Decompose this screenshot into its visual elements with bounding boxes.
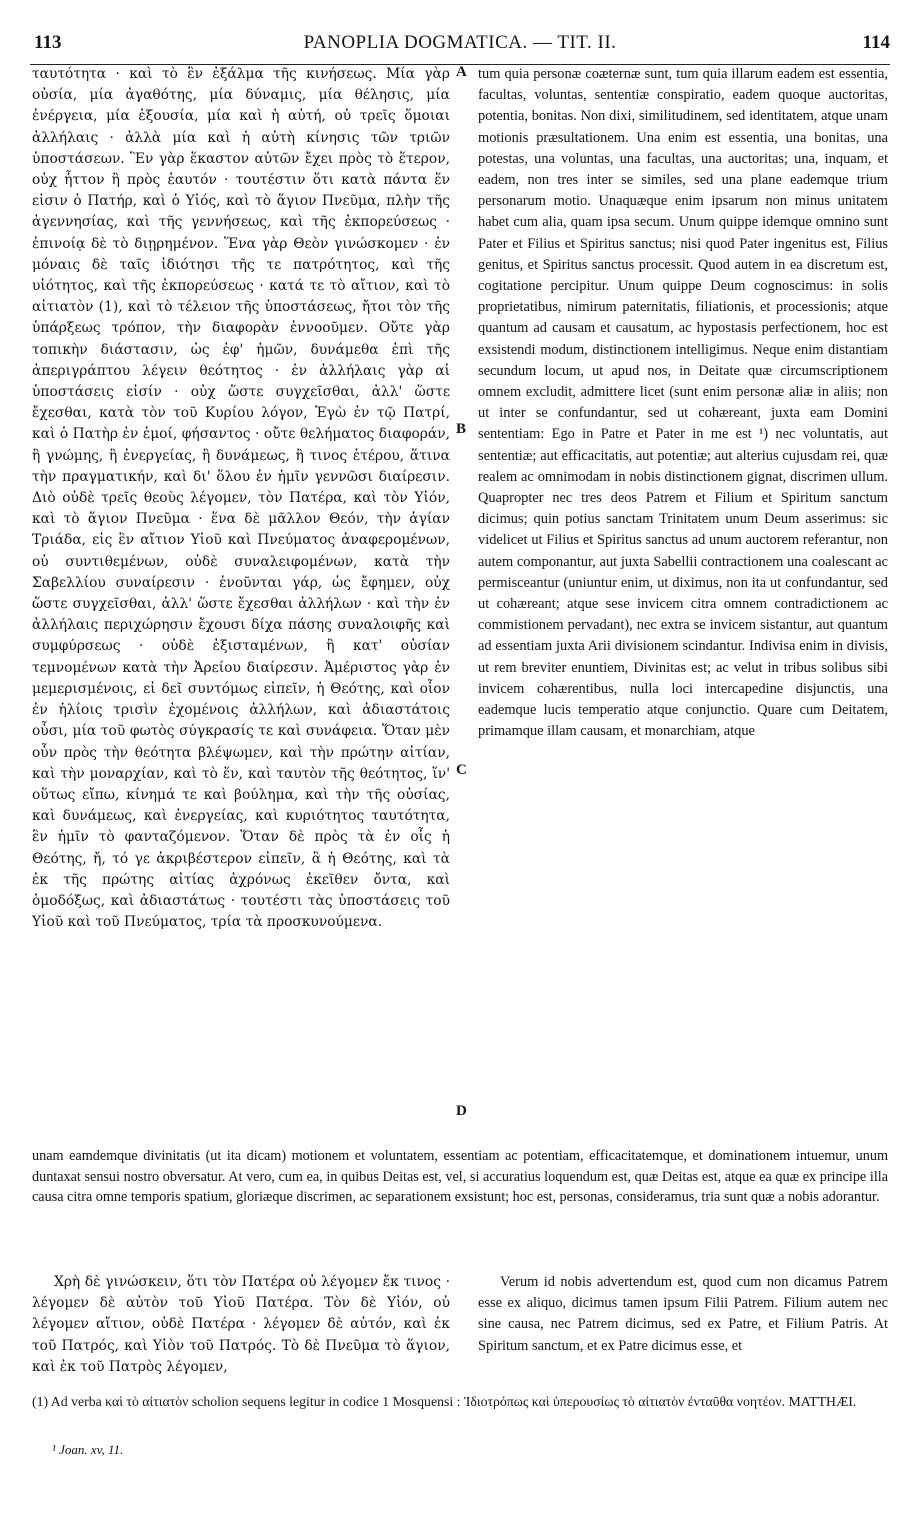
margin-mark-a: A [456, 64, 467, 80]
page-number-right: 114 [862, 32, 890, 53]
page-number-left: 113 [34, 32, 62, 53]
margin-mark-b: B [456, 421, 467, 437]
greek-column [32, 64, 450, 933]
margin-mark-c: C [456, 762, 467, 778]
latin-continuation-text: unam eamdemque divinitatis (ut ita dicam) motionem et voluntatem, essentiam ac potentiam, efficacitatemque, et dominationem intuemur, unum duntaxat sensui nostro obversatur. At vero, cum ea, in quibus Deitas est, vel, si accuratius loquendum est, quæ Deitas est, atque ea quæ ex principe illa causa citra omne temporis spatium, gloriæque discrimen, ac separationem exsistunt; hoc est, personas, consideramus, tria sunt quæ a nobis adorantur. [32, 1148, 888, 1205]
latin-continuation [32, 1146, 888, 1208]
footnote-reference: ¹ Joan. xv, 11. [52, 1442, 124, 1457]
running-title: PANOPLIA DOGMATICA. — TIT. II. [303, 32, 617, 53]
latin-text: tum quia personæ coæternæ sunt, tum quia illarum eadem est essentia, facultas, voluntas, sententiæ conspiratio, eadem quoque auctoritas, potentia, bonitas. Non dixi, similitudinem, sed identitatem, atque unam motionis præsultationem. Una enim est essentia, una bonitas, una potestas, una voluntas, una facultas, una auctoritas; una, inquam, et eadem, non tres inter se similes, sed una plane eademque trium personarum motio. Unaquæque enim ipsarum non minus unitatem habet cum alia, quam ipsa secum. Unum quippe idemque omnino sunt Pater et Filius et Spiritus sanctus; nisi quod Pater ingenitus est, Filius genitus, et Spiritus sanctus processit. Quod autem in ea discretum est, cogitatione percipitur. Unum quippe Deum cognoscimus: in solis proprietatibus, nimirum paternitatis, filiationis, et processionis; atque quantum ad causam et causatum, ac hypostasis perfectionem, hoc est exsistendi modum, distinctionem intelligimus. Neque enim distantiam secundum locum, ut apud nos, in Deitate quæ circumscriptionem omnem excludit, admittere licet (sunt enim personæ aliæ in aliis; non ut inter se confundantur, sed ut cohæreant, juxta eam Domini sententiam: Ego in Patre et Pater in me est ¹) nec voluntatis, aut sententiæ; aut efficacitatis, aut potentiæ; aut alterius cujusdam rei, quæ realem ac omnimodam in nobis distinctionem gignat, discrimen ullum. Quapropter nec tres deos Patrem et Filium et Spiritum sanctum dicimus; quin potius sanctam Trinitatem unum Deum asserimus: sic videlicet ut Filius et Spiritus sanctus ad unum auctorem referantur, non autem componantur, aut juxta Sabellii contractionem una coalescant ac permisceantur (uniuntur enim, ut diximus, non ita ut confundantur, sed ut cohæreant; atque sese invicem citra omnem contradictionem ac commistionem pervadant), nec extra se invicem sistantur, aut quantum ad essentiam juxta Arii divisionem scindantur. Indivisa enim in divisis, ut rem breviter enuntiem, Divinitas est; ac velut in tribus solibus sibi invicem cohærentibus, nulla loci intercapedine disjunctis, una eademque lucis temperatio atque conjunctio. Quare cum Deitatem, primamque illam causam, et monarchiam, atque [478, 66, 888, 740]
margin-mark-d: D [456, 1103, 467, 1119]
page-header [30, 30, 890, 60]
latin-text-2: Verum id nobis advertendum est, quod cum non dicamus Patrem esse ex aliquo, dicimus tamen ipsum Filii Patrem. Filium autem nec sine causa, nec Patrem dicimus, sed ex Patre, et Filium Patris. At Spiritum sanctum, et ex Patre dicimus esse, et [478, 1274, 888, 1354]
greek-text-2: Χρὴ δὲ γινώσκειν, ὅτι τὸν Πατέρα οὐ λέγομεν ἔκ τινος · λέγομεν δὲ αὐτὸν τοῦ Υἱοῦ Πατέρα. Τὸν δὲ Υἱόν, οὐ λέγομεν αἴτιον, οὐδὲ Πατέρα · λέγομεν δὲ αὐτόν, καὶ ἐκ τοῦ Πατρός, καὶ Υἱὸν τοῦ Πατρός. Τὸ δὲ Πνεῦμα τὸ ἅγιον, καὶ ἐκ τοῦ Πατρὸς λέγομεν, [32, 1274, 450, 1375]
greek-column-2 [32, 1272, 450, 1378]
greek-text: ταυτότητα · καὶ τὸ ἓν ἐξάλμα τῆς κινήσεως. Μία γὰρ οὐσία, μία ἀγαθότης, μία δύναμις, μία θέλησις, μία ἐνέργεια, μία ἐξουσία, μία καὶ ἡ αὐτή, οὐ τρεῖς ὅμοιαι ἀλλήλαις · ἀλλὰ μία καὶ ἡ αὐτὴ κίνησις τῶν τριῶν ὑποστάσεων. Ἓν γὰρ ἕκαστον αὐτῶν ἔχει πρὸς τὸ ἕτερον, οὐχ ἧττον ἢ πρὸς ἑαυτόν · τουτέστιν ὅτι κατὰ πάντα ἕν εἰσιν ὁ Πατήρ, καὶ ὁ Υἱός, καὶ τὸ ἅγιον Πνεῦμα, πλὴν τῆς ἀγεννησίας, καὶ τῆς γεννήσεως, καὶ τῆς ἐκπορεύσεως · ἐπινοίᾳ δὲ τὸ διῃρημένον. Ἕνα γὰρ Θεὸν γινώσκομεν · ἐν μόναις δὲ ταῖς ἰδιότησι τῆς τε πατρότητος, καὶ τῆς υἱότητος, καὶ τῆς ἐκπορεύσεως · κατά τε τὸ αἴτιον, καὶ τὸ αἰτιατὸν (1), καὶ τὸ τέλειον τῆς ὑποστάσεως, ἤτοι τὸν τῆς ὑπάρξεως τρόπον, τὴν διαφορὰν ἐννοοῦμεν. Οὔτε γὰρ τοπικὴν διάστασιν, ὡς ἐφ' ἡμῶν, δυνάμεθα ἐπὶ τῆς ἀπεριγράπτου λέγειν θεότητος · ἐν ἀλλήλαις γὰρ αἱ ὑποστάσεις εἰσίν · οὐχ ὥστε συγχεῖσθαι, ἀλλ' ὥστε ἔχεσθαι, κατὰ τὸν τοῦ Κυρίου λόγον, Ἐγὼ ἐν τῷ Πατρί, καὶ ὁ Πατὴρ ἐν ἐμοί, φήσαντος · οὔτε θελήματος διαφοράν, ἢ γνώμης, ἢ ἐνεργείας, ἢ δυνάμεως, ἢ τινος ἑτέρου, ἅτινα τὴν πραγματικήν, καὶ δι' ὅλου ἐν ἡμῖν γεννῶσι διαίρεσιν. Διὸ οὐδὲ τρεῖς θεοὺς λέγομεν, τὸν Πατέρα, καὶ τὸν Υἱόν, καὶ τὸ ἅγιον Πνεῦμα · ἕνα δὲ μᾶλλον Θεόν, τὴν ἁγίαν Τριάδα, εἰς ἓν αἴτιον Υἱοῦ καὶ Πνεύματος ἀναφερομένων, οὐ συντιθεμένων, οὐδὲ συναλειφομένων, κατὰ τὴν Σαβελλίου συναίρεσιν · ἑνοῦνται γάρ, ὡς ἔφημεν, οὐχ ὥστε συγχεῖσθαι, ἀλλ' ὥστε ἔχεσθαι ἀλλήλων · καὶ τὴν ἐν ἀλλήλαις περιχώρησιν ἔχουσι δίχα πάσης συναλοιφῆς καὶ συμφύρσεως · οὐδὲ ἐξισταμένων, ἢ κατ' οὐσίαν τεμνομένων κατὰ τὴν Ἀρείου διαίρεσιν. Ἀμέριστος γὰρ ἐν μεμερισμένοις, εἰ δεῖ συντόμως εἰπεῖν, ἡ Θεότης, καὶ οἷον ἐν ἡλίοις τρισὶν ἐχομένοις ἀλλήλων, καὶ ἀδιαστάτοις οὖσι, μία τοῦ φωτὸς σύγκρασίς τε καὶ συνάφεια. Ὅταν μὲν οὖν πρὸς τὴν θεότητα βλέψωμεν, καὶ τὴν πρώτην αἰτίαν, καὶ τὴν μοναρχίαν, καὶ τὸ ἕν, καὶ ταυτὸν τῆς θεότητος, ἵν' οὕτως εἴπω, κίνημά τε καὶ βούλημα, καὶ τὴν τῆς οὐσίας, καὶ δυνάμεως, καὶ ἐνεργείας, καὶ κυριότητος ταυτότητα, ἓν ἡμῖν τὸ φανταζόμενον. Ὅταν δὲ πρὸς τὰ ἐν οἷς ἡ Θεότης, ἤ, τό γε ἀκριβέστερον εἰπεῖν, ἃ ἡ Θεότης, καὶ τὰ ἐκ τῆς πρώτης αἰτίας ἀχρόνως ἐκεῖθεν ὄντα, καὶ ὁμοδόξως, καὶ ἀδιαστάτως · τουτέστι τὰς ὑποστάσεις τοῦ Υἱοῦ καὶ τοῦ Πνεύματος, τρία τὰ προσκυνούμενα. [32, 66, 450, 931]
latin-column-2 [478, 1272, 888, 1357]
latin-column [478, 64, 888, 743]
footnote-scholion: (1) Ad verba καὶ τὸ αἰτιατὸν scholion sequens legitur in codice 1 Mosquensi : Ἰδιοτρόπως καὶ ὑπερουσίως τὸ αἰτιατὸν ἐνταῦθα νοητέον. MATTHÆI. [32, 1394, 857, 1409]
